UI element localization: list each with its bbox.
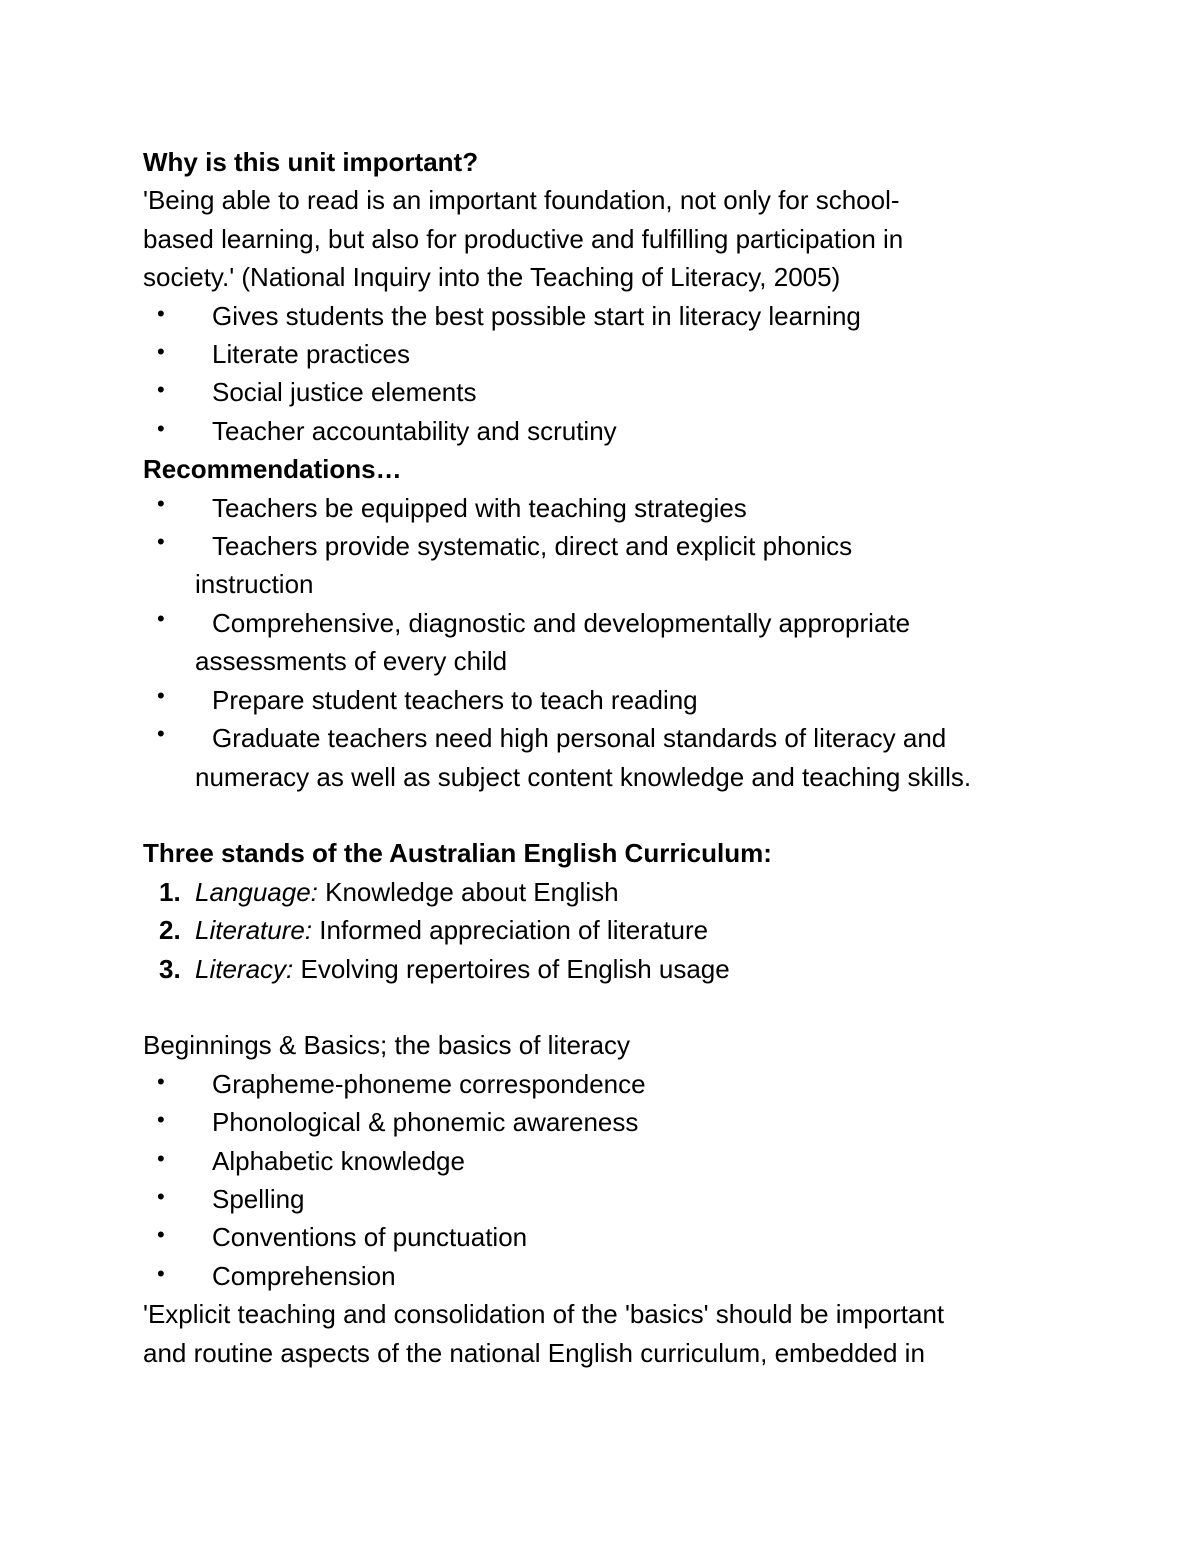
bullet-icon: • bbox=[157, 1068, 165, 1094]
list-item bbox=[143, 681, 1063, 719]
list-item-text: Teachers be equipped with teaching strategies bbox=[212, 492, 747, 523]
list-item-text: Phonological & phonemic awareness bbox=[212, 1107, 639, 1138]
list-item-text: Spelling bbox=[212, 1183, 305, 1214]
closing-line: 'Explicit teaching and consolidation of the 'basics' should be important bbox=[143, 1299, 945, 1330]
strands-list bbox=[143, 873, 1063, 988]
list-item bbox=[143, 873, 1063, 911]
basics-list bbox=[143, 1065, 1063, 1295]
list-number: 2. bbox=[159, 915, 181, 946]
list-item-text: Graduate teachers need high personal standards of literacy and bbox=[212, 723, 947, 754]
paragraph-spacer bbox=[143, 796, 1063, 834]
list-item bbox=[143, 1180, 1063, 1218]
list-item bbox=[143, 489, 1063, 527]
list-item-text: Prepare student teachers to teach reading bbox=[212, 684, 698, 715]
recommendations-list bbox=[143, 489, 1063, 796]
bullet-icon: • bbox=[157, 415, 165, 441]
section-heading-strands: Three stands of the Australian English Curriculum: bbox=[143, 838, 772, 869]
section-heading-basics: Beginnings & Basics; the basics of literacy bbox=[143, 1030, 631, 1061]
list-item bbox=[143, 527, 1063, 604]
bullet-icon: • bbox=[157, 1107, 165, 1133]
bullet-icon: • bbox=[157, 605, 165, 631]
list-item bbox=[143, 1065, 1063, 1103]
list-item-text: Literate practices bbox=[212, 339, 410, 370]
strand-label: Literacy: bbox=[195, 953, 294, 984]
list-item-continuation: instruction bbox=[195, 569, 314, 600]
bullet-icon: • bbox=[157, 682, 165, 708]
bullet-icon: • bbox=[157, 721, 165, 747]
strand-label: Literature: bbox=[195, 915, 313, 946]
list-item-text: Conventions of punctuation bbox=[212, 1222, 528, 1253]
list-item bbox=[143, 412, 1063, 450]
bullet-icon: • bbox=[157, 1260, 165, 1286]
bullet-icon: • bbox=[157, 377, 165, 403]
strand-text: Informed appreciation of literature bbox=[312, 915, 709, 946]
closing-line: and routine aspects of the national English curriculum, embedded in bbox=[143, 1337, 925, 1368]
list-item-text: Gives students the best possible start in literacy learning bbox=[212, 300, 861, 331]
section-heading-why: Why is this unit important? bbox=[143, 147, 479, 177]
list-item-text: Comprehension bbox=[212, 1260, 396, 1291]
list-item bbox=[143, 373, 1063, 411]
bullet-icon: • bbox=[157, 300, 165, 326]
strand-text: Knowledge about English bbox=[317, 876, 619, 907]
quote-line: based learning, but also for productive and fulfilling participation in bbox=[143, 223, 904, 254]
list-item-continuation: assessments of every child bbox=[195, 646, 508, 677]
list-item-text: Social justice elements bbox=[212, 377, 477, 408]
list-item-text: Comprehensive, diagnostic and developmentally appropriate bbox=[212, 607, 911, 638]
list-item bbox=[143, 911, 1063, 949]
list-item-continuation: numeracy as well as subject content knowledge and teaching skills. bbox=[195, 761, 972, 792]
list-item bbox=[143, 1257, 1063, 1295]
list-item bbox=[143, 950, 1063, 988]
bullet-icon: • bbox=[157, 1222, 165, 1248]
list-item-text: Grapheme-phoneme correspondence bbox=[212, 1068, 646, 1099]
list-item bbox=[143, 1218, 1063, 1256]
list-item bbox=[143, 604, 1063, 681]
list-item bbox=[143, 297, 1063, 335]
list-item-text: Teachers provide systematic, direct and explicit phonics bbox=[212, 531, 853, 562]
bullet-icon: • bbox=[157, 529, 165, 555]
bullet-icon: • bbox=[157, 1145, 165, 1171]
bullet-icon: • bbox=[157, 339, 165, 365]
list-item-text: Alphabetic knowledge bbox=[212, 1145, 465, 1176]
strand-text: Evolving repertoires of English usage bbox=[293, 953, 730, 984]
list-item bbox=[143, 1103, 1063, 1141]
strand-label: Language: bbox=[195, 876, 318, 907]
importance-list bbox=[143, 297, 1063, 451]
bullet-icon: • bbox=[157, 490, 165, 516]
document-page bbox=[143, 143, 1063, 1372]
paragraph-spacer bbox=[143, 988, 1063, 1026]
quote-line: society.' (National Inquiry into the Teaching of Literacy, 2005) bbox=[143, 262, 841, 293]
bullet-icon: • bbox=[157, 1183, 165, 1209]
section-heading-recommendations: Recommendations… bbox=[143, 454, 402, 485]
list-item-text: Teacher accountability and scrutiny bbox=[212, 415, 617, 446]
list-number: 1. bbox=[159, 876, 181, 907]
quote-line: 'Being able to read is an important foundation, not only for school- bbox=[143, 185, 900, 216]
list-item bbox=[143, 1142, 1063, 1180]
list-item bbox=[143, 719, 1063, 796]
list-number: 3. bbox=[159, 953, 181, 984]
list-item bbox=[143, 335, 1063, 373]
